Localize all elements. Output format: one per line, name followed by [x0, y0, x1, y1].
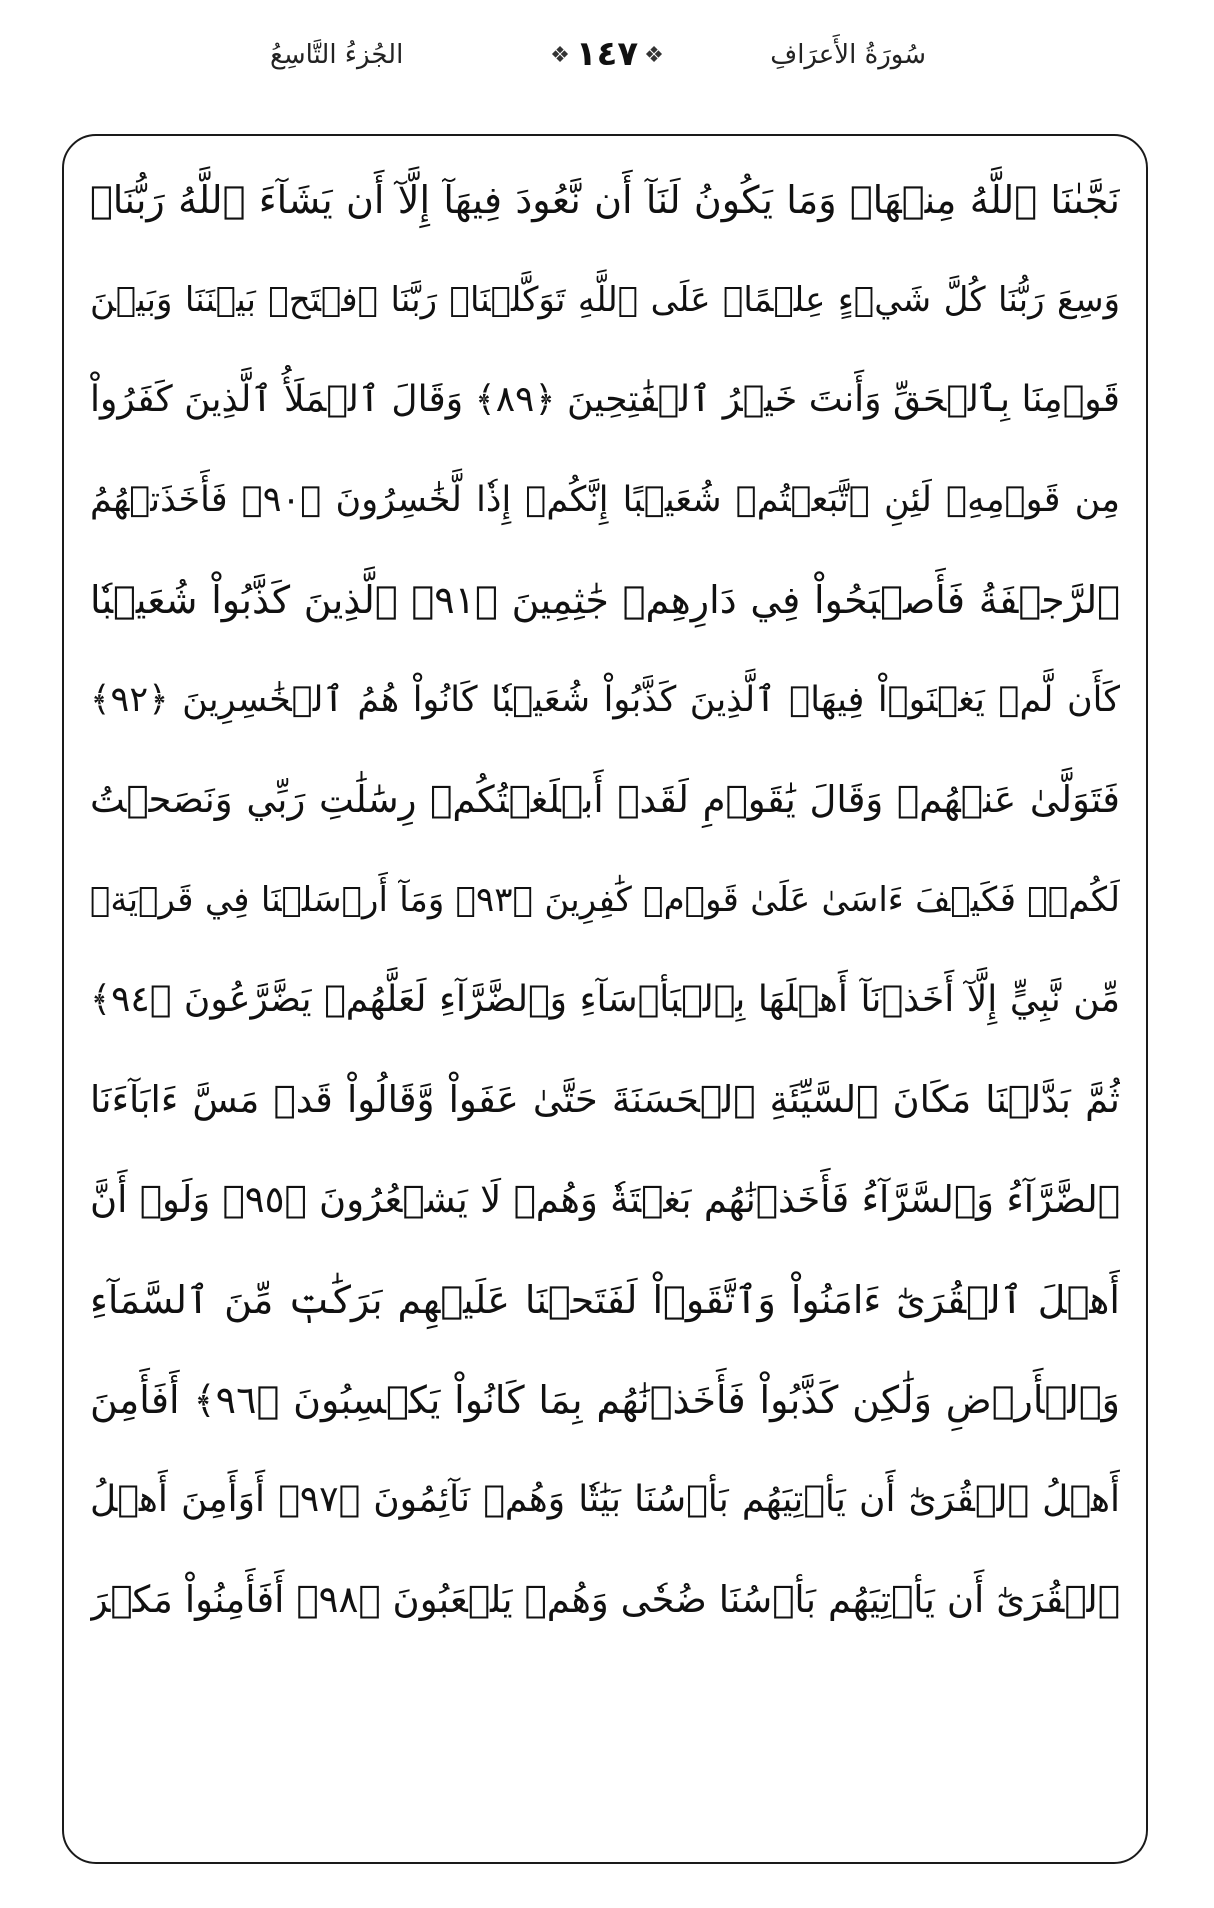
- page-number: ١٤٧: [575, 34, 639, 74]
- juz-name: الجُزءُ التَّاسِعُ: [270, 40, 404, 70]
- text-line: أَهۡلُ ٱلۡقُرَىٰٓ أَن يَأۡتِيَهُم بَأۡسُنَا بَيَٰتٗا وَهُمۡ نَآئِمُونَ ﴿٩٧﴾ أَوَأَمِنَ أَهۡلُ: [90, 1479, 1120, 1520]
- text-line: لَكُمۡۖ فَكَيۡفَ ءَاسَىٰ عَلَىٰ قَوۡمٖ كَٰفِرِينَ ﴿٩٣﴾ وَمَآ أَرۡسَلۡنَا فِي قَرۡيَةٖ: [90, 880, 1120, 920]
- page-header: [0, 26, 1214, 96]
- text-line: وَٱلۡأَرۡضِ وَلَٰكِن كَذَّبُواْ فَأَخَذۡنَٰهُم بِمَا كَانُواْ يَكۡسِبُونَ ﴿٩٦﴾ أَفَأَمِنَ: [90, 1378, 1120, 1422]
- text-line: ثُمَّ بَدَّلۡنَا مَكَانَ ٱلسَّيِّئَةِ ٱلۡحَسَنَةَ حَتَّىٰ عَفَواْ وَّقَالُواْ قَدۡ مَسَّ ءَابَآءَنَا: [90, 1078, 1120, 1121]
- text-line: وَسِعَ رَبُّنَا كُلَّ شَيۡءٍ عِلۡمًاۚ عَلَى ٱللَّهِ تَوَكَّلۡنَاۚ رَبَّنَا ٱفۡتَحۡ بَيۡنَنَا وَبَيۡنَ: [90, 280, 1120, 320]
- text-line: ٱلۡقُرَىٰٓ أَن يَأۡتِيَهُم بَأۡسُنَا ضُحٗى وَهُمۡ يَلۡعَبُونَ ﴿٩٨﴾ أَفَأَمِنُواْ مَكۡرَ: [90, 1578, 1120, 1621]
- quran-text-block: [62, 150, 1148, 1850]
- text-line: ٱلضَّرَّآءُ وَٱلسَّرَّآءُ فَأَخَذۡنَٰهُم بَغۡتَةٗ وَهُمۡ لَا يَشۡعُرُونَ ﴿٩٥﴾ وَلَوۡ أَنَّ: [90, 1178, 1120, 1221]
- text-line: ٱلرَّجۡفَةُ فَأَصۡبَحُواْ فِي دَارِهِمۡ جَٰثِمِينَ ﴿٩١﴾ ٱلَّذِينَ كَذَّبُواْ شُعَيۡبٗا: [90, 578, 1120, 622]
- text-line: أَهۡلَ ٱلۡقُرَىٰٓ ءَامَنُواْ وَٱتَّقَوۡاْ لَفَتَحۡنَا عَلَيۡهِم بَرَكَٰتٖ مِّنَ ٱلسَّمَآءِ: [90, 1278, 1120, 1322]
- text-line: نَجَّىٰنَا ٱللَّهُ مِنۡهَاۚ وَمَا يَكُونُ لَنَآ أَن نَّعُودَ فِيهَآ إِلَّآ أَن يَشَآءَ ٱللَّهُ رَبُّنَاۚ: [90, 178, 1120, 222]
- text-line: فَتَوَلَّىٰ عَنۡهُمۡ وَقَالَ يَٰقَوۡمِ لَقَدۡ أَبۡلَغۡتُكُمۡ رِسَٰلَٰتِ رَبِّي وَنَصَحۡتُ: [90, 778, 1120, 821]
- ornament-left-icon: ❖: [550, 43, 570, 68]
- page-number-block: [0, 34, 1214, 74]
- text-line: مِن قَوۡمِهِۦ لَئِنِ ٱتَّبَعۡتُمۡ شُعَيۡبًا إِنَّكُمۡ إِذٗا لَّخَٰسِرُونَ ﴿٩٠﴾ فَأَخَذَتۡهُمُ: [90, 480, 1120, 520]
- text-line: مِّن نَّبِيٍّ إِلَّآ أَخَذۡنَآ أَهۡلَهَا بِٱلۡبَأۡسَآءِ وَٱلضَّرَّآءِ لَعَلَّهُمۡ يَضَّرَّعُونَ ﴿٩٤﴾: [90, 979, 1120, 1020]
- surah-name: سُورَةُ الأَعرَافِ: [770, 40, 926, 70]
- text-line: قَوۡمِنَا بِٱلۡحَقِّ وَأَنتَ خَيۡرُ ٱلۡفَٰتِحِينَ ﴿٨٩﴾ وَقَالَ ٱلۡمَلَأُ ٱلَّذِينَ كَفَرُواْ: [90, 379, 1120, 420]
- ornament-right-icon: ❖: [644, 43, 664, 68]
- text-line: كَأَن لَّمۡ يَغۡنَوۡاْ فِيهَاۚ ٱلَّذِينَ كَذَّبُواْ شُعَيۡبٗا كَانُواْ هُمُ ٱلۡخَٰسِرِينَ ﴿٩٢﴾: [90, 680, 1120, 720]
